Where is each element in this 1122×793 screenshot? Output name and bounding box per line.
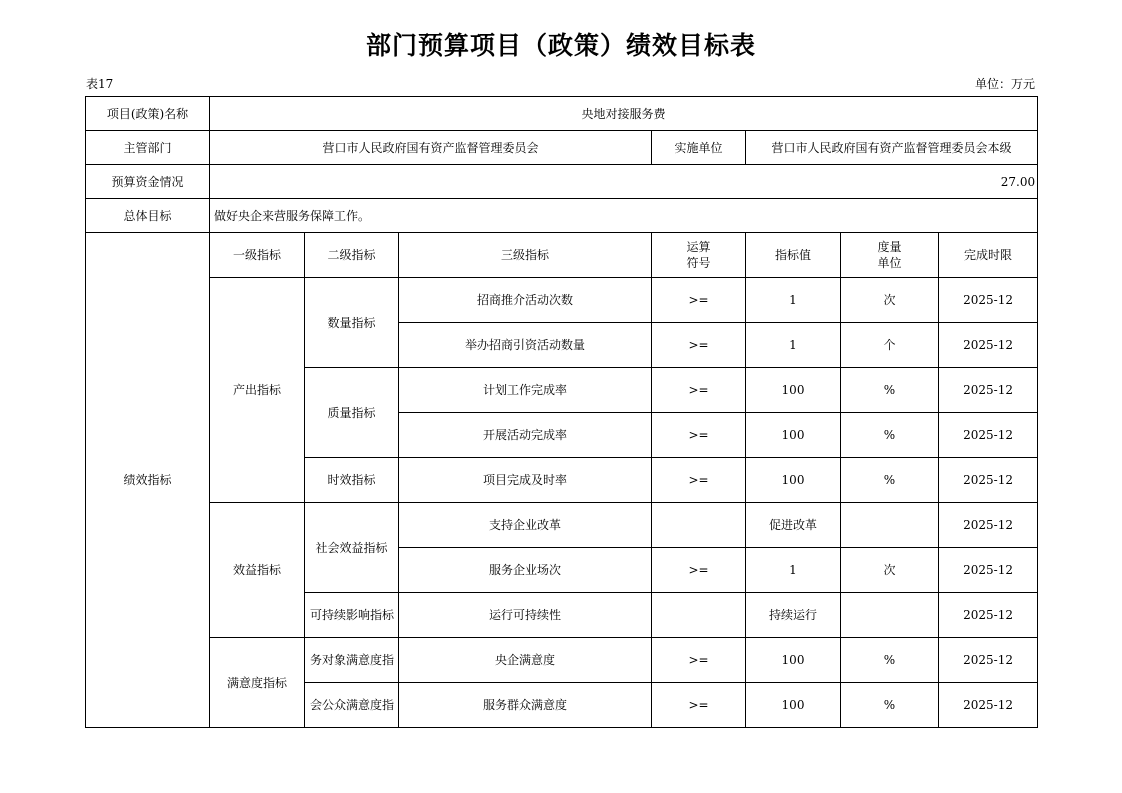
header-deadline: 完成时限 <box>939 233 1038 278</box>
indicator-name: 运行可持续性 <box>399 593 652 638</box>
indicator-value: 1 <box>746 323 841 368</box>
indicator-value: 持续运行 <box>746 593 841 638</box>
indicator-op: >= <box>652 368 746 413</box>
indicator-name: 服务企业场次 <box>399 548 652 593</box>
row-project <box>86 97 1038 131</box>
header-value: 指标值 <box>746 233 841 278</box>
indicator-op: >= <box>652 638 746 683</box>
indicator-name: 项目完成及时率 <box>399 458 652 503</box>
perf-label: 绩效指标 <box>86 233 210 728</box>
indicator-name: 举办招商引资活动数量 <box>399 323 652 368</box>
indicator-value: 促进改革 <box>746 503 841 548</box>
subgroup-quality: 质量指标 <box>305 368 399 458</box>
indicator-deadline: 2025-12 <box>939 503 1038 548</box>
indicator-value: 1 <box>746 278 841 323</box>
indicator-unit: % <box>841 368 939 413</box>
unit-label: 单位：万元 <box>974 77 1035 91</box>
header-operator: 运算 符号 <box>652 233 746 278</box>
header-level2: 二级指标 <box>305 233 399 278</box>
indicator-unit: 次 <box>841 278 939 323</box>
subgroup-sustain: 可持续影响指标 <box>305 593 399 638</box>
row-goal <box>86 199 1038 233</box>
impl-label: 实施单位 <box>652 131 746 165</box>
group-satisfaction: 满意度指标 <box>210 638 305 728</box>
indicator-op: >= <box>652 323 746 368</box>
indicator-op: >= <box>652 278 746 323</box>
group-output: 产出指标 <box>210 278 305 503</box>
goal-value: 做好央企来营服务保障工作。 <box>210 199 1038 233</box>
indicator-op: >= <box>652 458 746 503</box>
indicator-op: >= <box>652 548 746 593</box>
indicator-value: 1 <box>746 548 841 593</box>
indicator-deadline: 2025-12 <box>939 638 1038 683</box>
indicator-name: 支持企业改革 <box>399 503 652 548</box>
subgroup-social: 社会效益指标 <box>305 503 399 593</box>
performance-table <box>85 96 1038 728</box>
indicator-deadline: 2025-12 <box>939 593 1038 638</box>
indicator-unit: % <box>841 638 939 683</box>
table-row <box>86 638 1038 683</box>
indicator-name: 服务群众满意度 <box>399 683 652 728</box>
header-level1: 一级指标 <box>210 233 305 278</box>
dept-value: 营口市人民政府国有资产监督管理委员会 <box>210 131 652 165</box>
indicator-unit: % <box>841 683 939 728</box>
indicator-deadline: 2025-12 <box>939 458 1038 503</box>
impl-value: 营口市人民政府国有资产监督管理委员会本级 <box>746 131 1038 165</box>
table-number: 表17 <box>86 77 114 91</box>
indicator-name: 央企满意度 <box>399 638 652 683</box>
indicator-op: >= <box>652 413 746 458</box>
subgroup-timeliness: 时效指标 <box>305 458 399 503</box>
indicator-value: 100 <box>746 368 841 413</box>
indicator-deadline: 2025-12 <box>939 413 1038 458</box>
subgroup-service-object: 务对象满意度指 <box>305 638 399 683</box>
goal-label: 总体目标 <box>86 199 210 233</box>
indicator-value: 100 <box>746 638 841 683</box>
page-title: 部门预算项目（政策）绩效目标表 <box>365 31 756 60</box>
indicator-name: 招商推介活动次数 <box>399 278 652 323</box>
subgroup-quantity: 数量指标 <box>305 278 399 368</box>
indicator-op <box>652 593 746 638</box>
indicator-deadline: 2025-12 <box>939 548 1038 593</box>
indicator-deadline: 2025-12 <box>939 278 1038 323</box>
indicator-deadline: 2025-12 <box>939 323 1038 368</box>
group-benefit: 效益指标 <box>210 503 305 638</box>
indicator-deadline: 2025-12 <box>939 683 1038 728</box>
row-budget <box>86 165 1038 199</box>
header-level3: 三级指标 <box>399 233 652 278</box>
budget-value: 27.00 <box>210 165 1038 199</box>
indicator-deadline: 2025-12 <box>939 368 1038 413</box>
indicator-unit: 个 <box>841 323 939 368</box>
header-unit: 度量 单位 <box>841 233 939 278</box>
row-dept <box>86 131 1038 165</box>
indicator-unit: % <box>841 413 939 458</box>
indicator-value: 100 <box>746 458 841 503</box>
project-value: 央地对接服务费 <box>210 97 1038 131</box>
table-row <box>86 278 1038 323</box>
table-row <box>86 503 1038 548</box>
subgroup-public: 会公众满意度指 <box>305 683 399 728</box>
indicator-unit <box>841 503 939 548</box>
row-headers <box>86 233 1038 278</box>
budget-label: 预算资金情况 <box>86 165 210 199</box>
project-label: 项目(政策)名称 <box>86 97 210 131</box>
indicator-name: 计划工作完成率 <box>399 368 652 413</box>
dept-label: 主管部门 <box>86 131 210 165</box>
indicator-name: 开展活动完成率 <box>399 413 652 458</box>
indicator-op <box>652 503 746 548</box>
indicator-op: >= <box>652 683 746 728</box>
indicator-unit: 次 <box>841 548 939 593</box>
indicator-unit <box>841 593 939 638</box>
indicator-value: 100 <box>746 683 841 728</box>
indicator-unit: % <box>841 458 939 503</box>
indicator-value: 100 <box>746 413 841 458</box>
